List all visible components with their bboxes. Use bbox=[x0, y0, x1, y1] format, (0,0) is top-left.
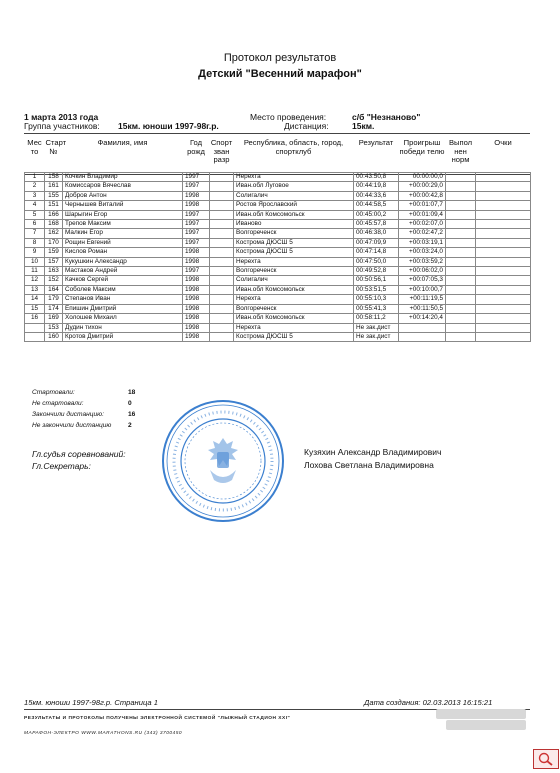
place-cell: 7 bbox=[25, 229, 45, 238]
norm-cell bbox=[446, 173, 476, 182]
place-cell: 5 bbox=[25, 210, 45, 219]
year-cell: 1998 bbox=[183, 201, 210, 210]
norm-cell bbox=[446, 332, 476, 341]
result-cell: 00:47:14,8 bbox=[354, 248, 399, 257]
table-header-row bbox=[25, 138, 531, 173]
place-cell: 11 bbox=[25, 267, 45, 276]
year-cell: 1997 bbox=[183, 238, 210, 247]
venue-label: Место проведения: bbox=[250, 112, 327, 122]
table-row bbox=[25, 304, 531, 313]
rank-cell bbox=[210, 332, 234, 341]
rank-cell bbox=[210, 285, 234, 294]
region-cell: Иван.обл Комсомольск bbox=[234, 314, 354, 323]
norm-cell bbox=[446, 267, 476, 276]
year-cell: 1997 bbox=[183, 220, 210, 229]
not-started-label: Не стартовали: bbox=[32, 400, 84, 407]
header-divider bbox=[24, 133, 530, 134]
result-cell: 00:58:11,2 bbox=[354, 314, 399, 323]
table-row bbox=[25, 314, 531, 323]
footer-contact: МАРАФОН-ЭЛЕКТРО WWW.MARATHONS.RU (343) 3700450 bbox=[24, 731, 183, 736]
place-cell: 14 bbox=[25, 295, 45, 304]
region-cell: Нерехта bbox=[234, 173, 354, 182]
region-cell: Солигалич bbox=[234, 276, 354, 285]
start-cell: 161 bbox=[45, 182, 63, 191]
start-cell: 160 bbox=[45, 332, 63, 341]
col-year: Год рожд bbox=[187, 138, 205, 156]
region-cell: Иван.обл Комсомольск bbox=[234, 285, 354, 294]
rank-cell bbox=[210, 210, 234, 219]
not-finished-count: 2 bbox=[128, 422, 132, 429]
result-cell: 00:55:41,3 bbox=[354, 304, 399, 313]
name-cell: Епишин Дмитрий bbox=[63, 304, 183, 313]
name-cell: Кочкин Владимир bbox=[63, 173, 183, 182]
gap-cell: +00:03:19,1 bbox=[399, 238, 446, 247]
gap-cell: +00:07:05,3 bbox=[399, 276, 446, 285]
region-cell: Иван.обл Комсомольск bbox=[234, 210, 354, 219]
points-cell bbox=[476, 238, 531, 247]
rank-cell bbox=[210, 173, 234, 182]
region-cell: Кострома ДЮСШ 5 bbox=[234, 238, 354, 247]
result-cell: 00:53:51,5 bbox=[354, 285, 399, 294]
name-cell: Чернышев Виталий bbox=[63, 201, 183, 210]
table-row bbox=[25, 267, 531, 276]
points-cell bbox=[476, 332, 531, 341]
event-date: 1 марта 2013 года bbox=[24, 112, 99, 122]
gap-cell: 00:00:00,0 bbox=[399, 173, 446, 182]
table-row bbox=[25, 191, 531, 200]
start-cell: 153 bbox=[45, 323, 63, 332]
norm-cell bbox=[446, 229, 476, 238]
region-cell: Нерехта bbox=[234, 295, 354, 304]
table-row bbox=[25, 238, 531, 247]
rank-cell bbox=[210, 295, 234, 304]
result-cell: 00:44:58,5 bbox=[354, 201, 399, 210]
region-cell: Иваново bbox=[234, 220, 354, 229]
result-cell: 00:47:09,9 bbox=[354, 238, 399, 247]
result-cell: 00:50:56,1 bbox=[354, 276, 399, 285]
norm-cell bbox=[446, 304, 476, 313]
norm-cell bbox=[446, 210, 476, 219]
year-cell: 1997 bbox=[183, 210, 210, 219]
norm-cell bbox=[446, 248, 476, 257]
region-cell: Кострома ДЮСШ 5 bbox=[234, 332, 354, 341]
year-cell: 1998 bbox=[183, 276, 210, 285]
table-row bbox=[25, 285, 531, 294]
name-cell: Степанов Иван bbox=[63, 295, 183, 304]
place-cell: 1 bbox=[25, 173, 45, 182]
table-row bbox=[25, 257, 531, 266]
rank-cell bbox=[210, 238, 234, 247]
year-cell: 1997 bbox=[183, 267, 210, 276]
name-cell: Соболев Максим bbox=[63, 285, 183, 294]
year-cell: 1998 bbox=[183, 332, 210, 341]
gap-cell bbox=[399, 323, 446, 332]
year-cell: 1998 bbox=[183, 285, 210, 294]
norm-cell bbox=[446, 276, 476, 285]
gap-cell: +00:01:09,4 bbox=[399, 210, 446, 219]
year-cell: 1998 bbox=[183, 248, 210, 257]
year-cell: 1998 bbox=[183, 257, 210, 266]
start-cell: 179 bbox=[45, 295, 63, 304]
region-cell: Кострома ДЮСШ 5 bbox=[234, 248, 354, 257]
gap-cell: +00:03:24,0 bbox=[399, 248, 446, 257]
start-cell: 162 bbox=[45, 229, 63, 238]
norm-cell bbox=[446, 323, 476, 332]
not-finished-label: Не закончили дистанцию bbox=[32, 422, 112, 429]
points-cell bbox=[476, 257, 531, 266]
year-cell: 1997 bbox=[183, 229, 210, 238]
gap-cell: +00:01:07,7 bbox=[399, 201, 446, 210]
gap-cell: +00:11:50,5 bbox=[399, 304, 446, 313]
col-points: Очки bbox=[494, 138, 512, 147]
points-cell bbox=[476, 295, 531, 304]
col-norm: Выпол нен норм bbox=[448, 138, 473, 164]
year-cell: 1997 bbox=[183, 182, 210, 191]
footer-created: Дата создания: 02.03.2013 16:15:21 bbox=[364, 698, 493, 707]
footer-group-page: 15км. юноши 1997-98г.р. Страница 1 bbox=[24, 698, 158, 707]
rank-cell bbox=[210, 276, 234, 285]
start-cell: 174 bbox=[45, 304, 63, 313]
norm-cell bbox=[446, 201, 476, 210]
table-row bbox=[25, 332, 531, 341]
name-cell: Кротов Дмитрий bbox=[63, 332, 183, 341]
place-cell: 6 bbox=[25, 220, 45, 229]
gap-cell bbox=[399, 332, 446, 341]
name-cell: Комиссаров Вячеслав bbox=[63, 182, 183, 191]
result-cell: 00:49:52,8 bbox=[354, 267, 399, 276]
region-cell: Волгореченск bbox=[234, 304, 354, 313]
year-cell: 1998 bbox=[183, 304, 210, 313]
finished-count: 16 bbox=[128, 411, 136, 418]
region-cell: Нерехта bbox=[234, 257, 354, 266]
points-cell bbox=[476, 323, 531, 332]
not-started-count: 0 bbox=[128, 400, 132, 407]
result-cell: 00:44:33,6 bbox=[354, 191, 399, 200]
start-cell: 164 bbox=[45, 285, 63, 294]
rank-cell bbox=[210, 304, 234, 313]
brand-logo-bottom bbox=[446, 720, 526, 730]
table-row bbox=[25, 276, 531, 285]
table-row bbox=[25, 248, 531, 257]
place-cell: 16 bbox=[25, 314, 45, 323]
points-cell bbox=[476, 210, 531, 219]
start-cell: 168 bbox=[45, 220, 63, 229]
start-cell: 163 bbox=[45, 267, 63, 276]
gap-cell: +00:06:02,0 bbox=[399, 267, 446, 276]
finished-label: Закончили дистанцию: bbox=[32, 411, 104, 418]
norm-cell bbox=[446, 238, 476, 247]
name-cell: Рощин Евгений bbox=[63, 238, 183, 247]
result-cell: Не зак.дист bbox=[354, 332, 399, 341]
gap-cell: +00:02:47,2 bbox=[399, 229, 446, 238]
start-cell: 169 bbox=[45, 314, 63, 323]
name-cell: Мастаков Андрей bbox=[63, 267, 183, 276]
norm-cell bbox=[446, 314, 476, 323]
official-stamp bbox=[160, 398, 286, 524]
points-cell bbox=[476, 191, 531, 200]
event-name: Детский "Весенний марафон" bbox=[198, 68, 362, 80]
points-cell bbox=[476, 229, 531, 238]
place-cell: 12 bbox=[25, 276, 45, 285]
result-cell: 00:45:00,2 bbox=[354, 210, 399, 219]
chief-judge-label: Гл.судья соревнований: bbox=[32, 449, 126, 459]
start-cell: 157 bbox=[45, 257, 63, 266]
table-row bbox=[25, 323, 531, 332]
chief-judge-name: Кузяхин Александр Владимирович bbox=[304, 447, 442, 457]
col-start: Старт № bbox=[45, 138, 67, 156]
rank-cell bbox=[210, 220, 234, 229]
table-row bbox=[25, 229, 531, 238]
rank-cell bbox=[210, 248, 234, 257]
zoom-icon[interactable] bbox=[533, 749, 559, 769]
name-cell: Добров Антон bbox=[63, 191, 183, 200]
started-count: 18 bbox=[128, 389, 136, 396]
place-cell: 8 bbox=[25, 238, 45, 247]
gap-cell: +00:11:19,5 bbox=[399, 295, 446, 304]
region-cell: Волгореченск bbox=[234, 229, 354, 238]
results-table bbox=[24, 138, 531, 342]
norm-cell bbox=[446, 220, 476, 229]
result-cell: 00:46:38,0 bbox=[354, 229, 399, 238]
year-cell: 1998 bbox=[183, 191, 210, 200]
start-cell: 155 bbox=[45, 191, 63, 200]
result-cell: 00:47:50,0 bbox=[354, 257, 399, 266]
place-cell: 15 bbox=[25, 304, 45, 313]
place-cell: 9 bbox=[25, 248, 45, 257]
col-gap: Проигрыш победи телю bbox=[399, 138, 445, 156]
start-cell: 159 bbox=[45, 248, 63, 257]
year-cell: 1997 bbox=[183, 173, 210, 182]
year-cell: 1998 bbox=[183, 295, 210, 304]
name-cell: Дудин тихон bbox=[63, 323, 183, 332]
started-label: Стартовали: bbox=[32, 389, 75, 396]
footer-system-note: РЕЗУЛЬТАТЫ И ПРОТОКОЛЫ ПОЛУЧЕНЫ ЭЛЕКТРОННОЙ СИСТЕМОЙ "ЛЫЖНЫЙ СТАДИОН XXI" bbox=[24, 716, 291, 721]
table-row bbox=[25, 182, 531, 191]
place-cell: 2 bbox=[25, 182, 45, 191]
start-cell: 158 bbox=[45, 173, 63, 182]
brand-logo-top bbox=[436, 709, 526, 719]
points-cell bbox=[476, 314, 531, 323]
venue-value: с/б "Незнаново" bbox=[352, 112, 421, 122]
name-cell: Малкин Егор bbox=[63, 229, 183, 238]
points-cell bbox=[476, 285, 531, 294]
place-cell bbox=[25, 323, 45, 332]
region-cell: Солигалич bbox=[234, 191, 354, 200]
name-cell: Трепов Максим bbox=[63, 220, 183, 229]
gap-cell: +00:10:00,7 bbox=[399, 285, 446, 294]
rank-cell bbox=[210, 314, 234, 323]
region-cell: Иван.обл Луговое bbox=[234, 182, 354, 191]
region-cell: Волгореченск bbox=[234, 267, 354, 276]
gap-cell: +00:00:42,8 bbox=[399, 191, 446, 200]
protocol-title: Протокол результатов bbox=[223, 52, 337, 64]
norm-cell bbox=[446, 285, 476, 294]
col-name: Фамилия, имя bbox=[97, 138, 148, 147]
result-cell: 00:55:10,3 bbox=[354, 295, 399, 304]
points-cell bbox=[476, 304, 531, 313]
rank-cell bbox=[210, 191, 234, 200]
table-row bbox=[25, 210, 531, 219]
distance-value: 15км. bbox=[352, 121, 375, 131]
start-cell: 170 bbox=[45, 238, 63, 247]
result-cell: 00:43:50,8 bbox=[354, 173, 399, 182]
norm-cell bbox=[446, 191, 476, 200]
place-cell: 3 bbox=[25, 191, 45, 200]
table-row bbox=[25, 295, 531, 304]
col-result: Результат bbox=[358, 138, 394, 147]
group-value: 15км. юноши 1997-98г.р. bbox=[118, 121, 219, 131]
name-cell: Холошев Михаил bbox=[63, 314, 183, 323]
table-row bbox=[25, 201, 531, 210]
result-cell: Не зак.дист bbox=[354, 323, 399, 332]
gap-cell: +00:00:29,0 bbox=[399, 182, 446, 191]
year-cell: 1998 bbox=[183, 323, 210, 332]
distance-label: Дистанция: bbox=[284, 121, 329, 131]
place-cell bbox=[25, 332, 45, 341]
rank-cell bbox=[210, 182, 234, 191]
region-cell: Нерехта bbox=[234, 323, 354, 332]
year-cell: 1998 bbox=[183, 314, 210, 323]
place-cell: 13 bbox=[25, 285, 45, 294]
name-cell: Кислов Роман bbox=[63, 248, 183, 257]
points-cell bbox=[476, 276, 531, 285]
norm-cell bbox=[446, 295, 476, 304]
norm-cell bbox=[446, 257, 476, 266]
result-cell: 00:45:57,8 bbox=[354, 220, 399, 229]
rank-cell bbox=[210, 229, 234, 238]
points-cell bbox=[476, 182, 531, 191]
points-cell bbox=[476, 248, 531, 257]
rank-cell bbox=[210, 257, 234, 266]
rank-cell bbox=[210, 267, 234, 276]
rank-cell bbox=[210, 201, 234, 210]
gap-cell: +00:03:59,2 bbox=[399, 257, 446, 266]
points-cell bbox=[476, 267, 531, 276]
name-cell: Шарыгин Егор bbox=[63, 210, 183, 219]
start-cell: 151 bbox=[45, 201, 63, 210]
chief-secretary-label: Гл.Секретарь: bbox=[32, 461, 91, 471]
col-place: Мес то bbox=[27, 138, 42, 156]
place-cell: 4 bbox=[25, 201, 45, 210]
points-cell bbox=[476, 201, 531, 210]
chief-secretary-name: Лохова Светлана Владимировна bbox=[304, 460, 434, 470]
col-region: Республика, область, город, спортклуб bbox=[243, 138, 344, 156]
start-cell: 166 bbox=[45, 210, 63, 219]
region-cell: Ростов Ярославский bbox=[234, 201, 354, 210]
gap-cell: +00:02:07,0 bbox=[399, 220, 446, 229]
points-cell bbox=[476, 173, 531, 182]
name-cell: Качков Сергей bbox=[63, 276, 183, 285]
place-cell: 10 bbox=[25, 257, 45, 266]
result-cell: 00:44:19,8 bbox=[354, 182, 399, 191]
table-row bbox=[25, 220, 531, 229]
gap-cell: +00:14:20,4 bbox=[399, 314, 446, 323]
start-cell: 152 bbox=[45, 276, 63, 285]
rank-cell bbox=[210, 323, 234, 332]
col-rank: Спорт зван разр bbox=[210, 138, 233, 164]
table-row bbox=[25, 173, 531, 182]
points-cell bbox=[476, 220, 531, 229]
norm-cell bbox=[446, 182, 476, 191]
group-label: Группа участников: bbox=[24, 121, 100, 131]
name-cell: Кукушкин Александр bbox=[63, 257, 183, 266]
